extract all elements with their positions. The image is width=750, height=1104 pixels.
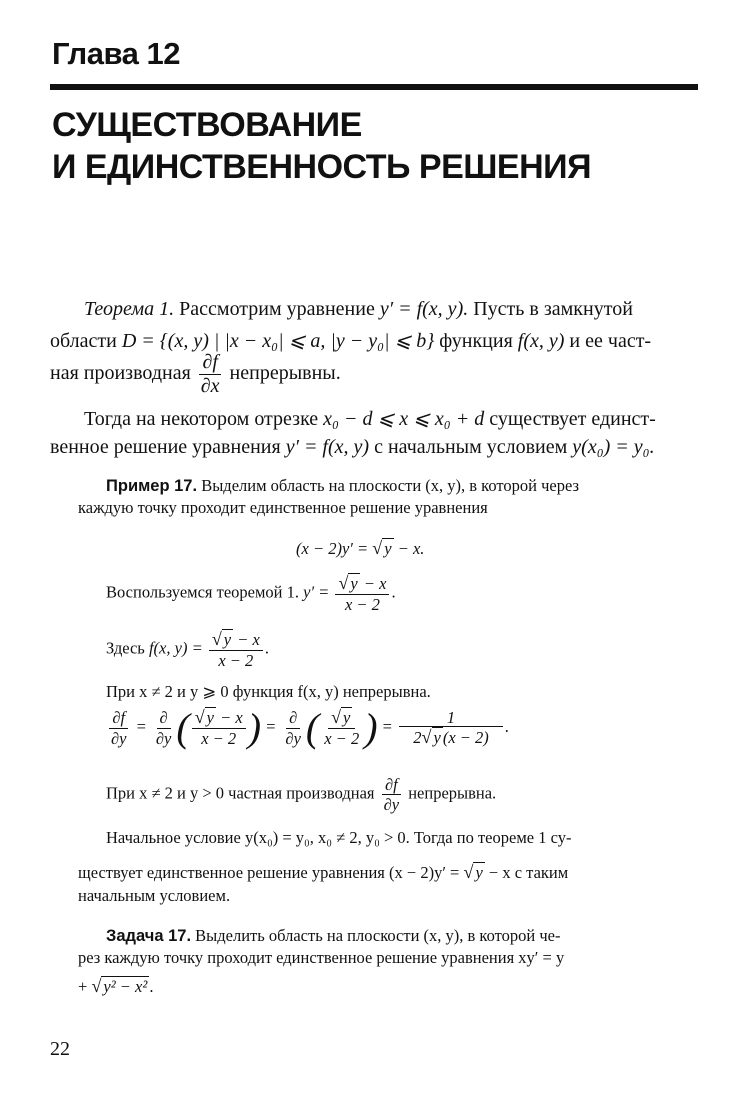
frac-den: ∂y <box>155 728 172 748</box>
example-line-1 <box>106 476 579 496</box>
example-text: ществует единственное решение уравнения (x − 2)y′ = <box>78 863 460 882</box>
frac-num: ∂ <box>286 709 300 728</box>
theorem-line-2 <box>50 328 651 353</box>
theorem-interval: x₀ − d ⩽ x ⩽ x₀ + d <box>323 408 485 430</box>
punctuation: . <box>149 977 154 996</box>
example-line-2: каждую точку проходит единственное решение уравнения <box>78 498 488 517</box>
theorem-text: функция <box>439 330 513 352</box>
radicand: y <box>475 863 483 882</box>
numerator-rest: − x <box>359 574 387 593</box>
partial-numerator: ∂f <box>199 352 220 375</box>
punctuation: . <box>264 638 269 658</box>
example-equation <box>296 538 424 559</box>
chapter-heading: Глава 12 <box>52 36 180 71</box>
frac-den: x − 2 <box>324 729 360 749</box>
example-text: Воспользуемся теоремой 1. <box>106 582 299 602</box>
theorem-initial: y(x₀) = y₀. <box>572 436 655 458</box>
sqrt-icon: √ <box>372 538 383 558</box>
eq-rhs: − x. <box>393 539 425 558</box>
example-text: − x с таким <box>484 863 569 882</box>
derivative-equation <box>106 705 510 750</box>
radicand: y <box>223 630 232 649</box>
task-line-3 <box>78 976 153 997</box>
radicand: y <box>350 574 358 593</box>
title-line-1: СУЩЕСТВОВАНИЕ <box>52 106 362 144</box>
theorem-text: непрерывны. <box>229 362 341 385</box>
theorem-equation: y′ = f(x, y) <box>285 436 370 458</box>
equals: = <box>135 716 147 736</box>
frac-num: ∂f <box>382 776 401 795</box>
task-label: Задача 17. <box>106 927 192 945</box>
paren-right: ) <box>247 705 262 750</box>
example-cont1: При x ≠ 2 и y ⩾ 0 функция f(x, y) непрерывна. <box>106 682 431 701</box>
example-text: непрерывна. <box>408 783 497 803</box>
eq-lhs: (x − 2)y′ = <box>296 539 369 558</box>
theorem-equation: y′ = f(x, y). <box>379 298 469 320</box>
punctuation: . <box>391 582 396 602</box>
punctuation: . <box>505 716 510 736</box>
sqrt-icon: √ <box>91 976 102 996</box>
equals: = <box>381 716 393 736</box>
task-text: Выделить область на плоскости (x, y), в которой че- <box>195 926 561 945</box>
numerator-rest: − x <box>215 708 243 728</box>
theorem-line-1 <box>84 298 633 321</box>
example-text: Выделим область на плоскости (x, y), в которой через <box>201 476 580 495</box>
chapter-title <box>52 104 591 188</box>
sqrt-icon: √ <box>331 707 342 728</box>
math: y′ = <box>303 582 330 602</box>
task-line-1 <box>106 926 560 946</box>
frac-num: 1 <box>399 709 503 727</box>
den-coef: 2 <box>413 728 422 748</box>
theorem-region: D = {(x, y) | |x − x₀| ⩽ a, |y − y₀| ⩽ b} <box>121 330 435 352</box>
sqrt-icon: √ <box>338 573 349 593</box>
theorem-text: Тогда на некотором отрезке <box>84 408 319 430</box>
sqrt-icon: √ <box>211 629 222 649</box>
math: f(x, y) = <box>148 638 203 658</box>
theorem-label: Теорема 1. <box>84 298 175 320</box>
example-init-1: Начальное условие y(x₀) = y₀, x₀ ≠ 2, y₀ > 0. Тогда по теореме 1 су- <box>106 828 572 847</box>
theorem-text: Пусть в замкнутой <box>473 298 633 320</box>
heading-rule <box>50 84 698 90</box>
task-line-2: рез каждую точку проходит единственное решение уравнения xy′ = y <box>78 948 565 967</box>
frac-den: ∂y <box>111 728 127 748</box>
radicand: y <box>343 708 351 728</box>
numerator-rest: − x <box>233 630 260 649</box>
title-line-2: И ЕДИНСТВЕННОСТЬ РЕШЕНИЯ <box>52 148 592 186</box>
theorem-text: и ее част- <box>569 330 652 352</box>
theorem-text: ная производная <box>50 362 191 385</box>
den-rest: (x − 2) <box>442 728 489 748</box>
partial-fraction <box>198 352 223 397</box>
frac-den: ∂y <box>383 795 400 815</box>
theorem-text: Рассмотрим уравнение <box>179 298 375 320</box>
theorem-text: области <box>50 330 117 352</box>
radicand: y <box>206 708 214 728</box>
theorem-line-5 <box>50 436 655 459</box>
paren-left: ( <box>305 705 320 750</box>
task-text: + <box>78 977 88 996</box>
example-here-line <box>106 630 269 669</box>
theorem-text: с начальным условием <box>374 436 568 458</box>
denominator: x − 2 <box>218 651 254 671</box>
theorem-line-3 <box>50 352 341 397</box>
theorem-text: венное решение уравнения <box>50 436 281 458</box>
frac-den: ∂y <box>285 728 301 748</box>
frac-num: ∂ <box>157 709 171 728</box>
example-cont2 <box>106 776 496 814</box>
sqrt-icon: √ <box>463 862 474 882</box>
theorem-line-4 <box>84 406 656 431</box>
frac-den: x − 2 <box>201 729 237 749</box>
example-init-2 <box>78 862 568 883</box>
example-text: Здесь <box>106 638 145 658</box>
paren-left: ( <box>176 705 190 750</box>
equals: = <box>265 716 277 736</box>
example-label: Пример 17. <box>106 477 198 495</box>
sqrt-icon: √ <box>194 707 205 728</box>
partial-denominator: ∂x <box>200 375 220 397</box>
example-text: При x ≠ 2 и y > 0 частная производная <box>106 783 375 803</box>
example-init-3: начальным условием. <box>78 886 231 905</box>
fraction <box>335 574 389 613</box>
theorem-text: существует единст- <box>489 408 656 430</box>
radicand: y <box>433 728 441 748</box>
sqrt-icon: √ <box>421 727 432 748</box>
frac-num: ∂f <box>109 709 128 728</box>
radicand: y² − x² <box>103 977 148 996</box>
theorem-function: f(x, y) <box>517 330 565 352</box>
example-use-line <box>106 574 396 613</box>
fraction <box>209 630 263 669</box>
page-number: 22 <box>50 1038 70 1060</box>
eq-radicand: y <box>384 539 392 558</box>
denominator: x − 2 <box>344 595 380 615</box>
paren-right: ) <box>364 705 378 750</box>
